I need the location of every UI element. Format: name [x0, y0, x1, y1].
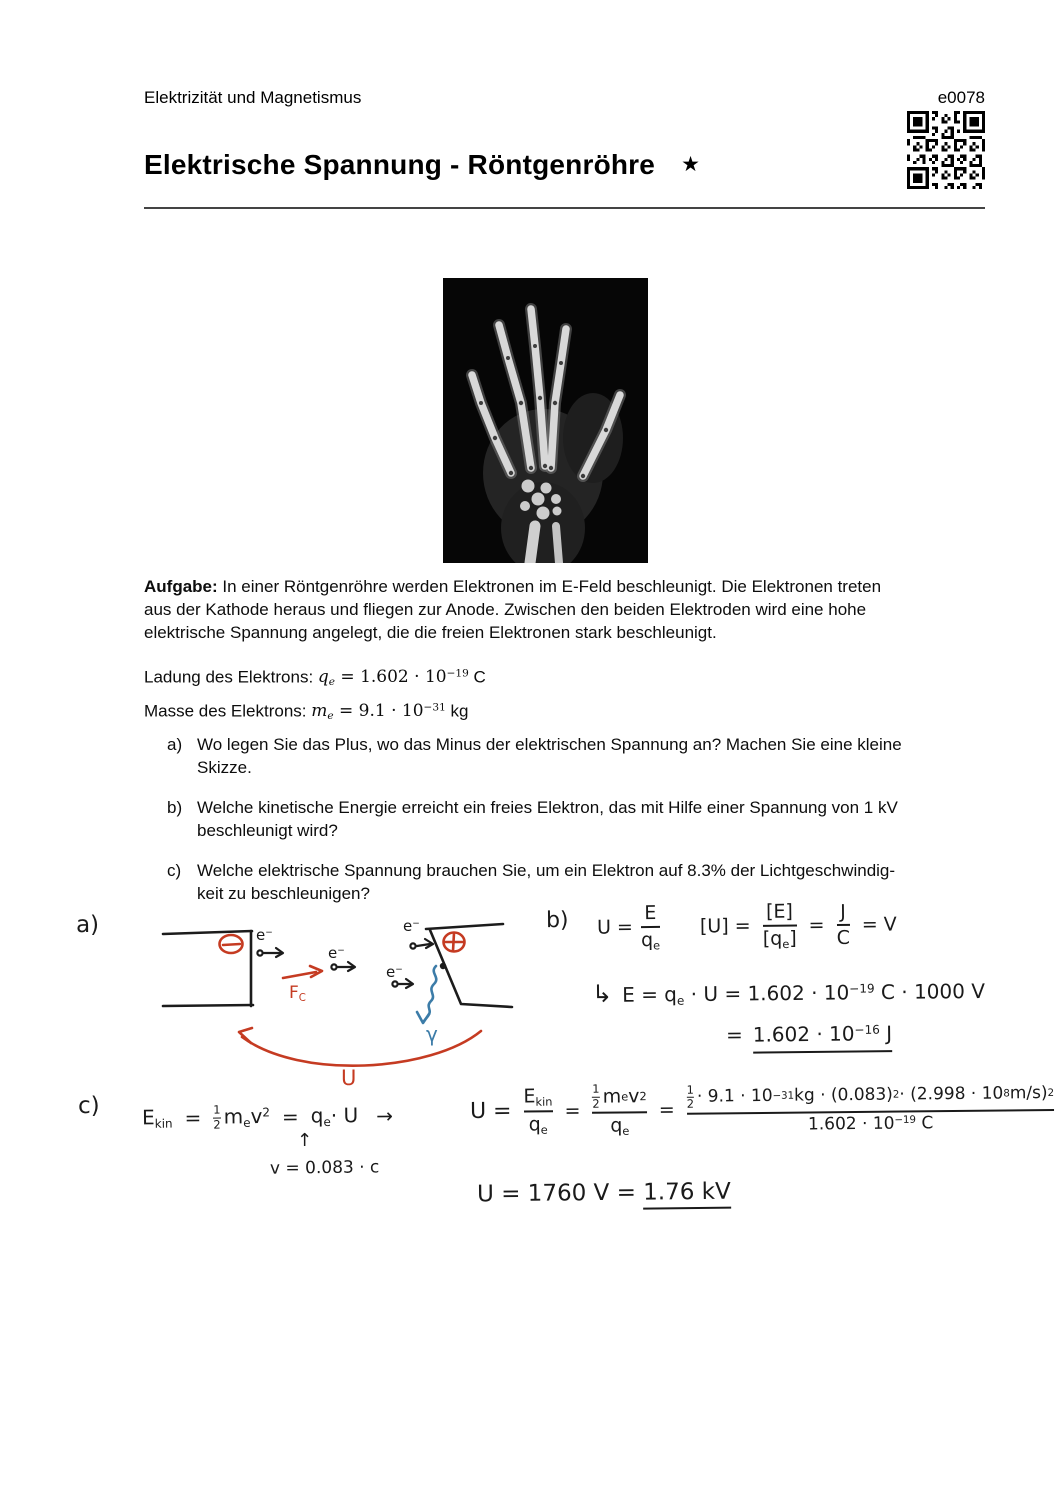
xray-hand-image: [443, 278, 648, 563]
small-fraction: 1 2: [592, 1081, 600, 1111]
solution-b-result: = $1.602 \cdot 10^{-16}$ J: [726, 1021, 892, 1047]
coulomb-force-arrow: [283, 966, 322, 978]
page-title-text: Elektrische Spannung - Röntgenröhre: [144, 149, 656, 180]
gamma-photon-label: γ: [426, 1022, 438, 1046]
solution-b-equation-2: ↳ $E = q_e \cdot U = 1.602 \cdot 10^{-19}$ C · 1000 V: [591, 978, 986, 1009]
xray-hand-drawing: [443, 278, 648, 563]
fraction: 1 2 m e v 2 $q_e$: [592, 1081, 647, 1138]
doc-code: e0078: [937, 88, 985, 107]
constant-charge: Ladung des Elektrons: $q_e = 1.602 \cdot 10^{-19}$ C: [144, 667, 486, 689]
qr-code: [907, 111, 985, 189]
electron-arrows-drawing: [257, 939, 433, 988]
constant-mass: Masse des Elektrons: $m_e = 9.1 \cdot 10^{-31}$ kg: [144, 701, 469, 723]
qr-code-icon: [907, 111, 985, 189]
small-fraction: 1 2: [686, 1082, 695, 1111]
coulomb-force-label: $F_C$: [289, 983, 306, 1005]
electron-label: e−: [256, 926, 273, 944]
solution-c-equation-1: $E_{kin}$ = 1 2 $m_ev^2$ = $q_e\cdot U$ →: [141, 1102, 394, 1132]
fraction: 1 2 · 9.1 · 10 −31 kg · (0.083) 2 · (2.998 · 10 8 m/s) 2 $1.602 \cdot 10^{-19}$ C: [686, 1082, 1055, 1135]
question-item-b: b) Welche kinetische Energie erreicht ein freies Elektron, das mit Hilfe einer Spannung von 1 kV beschleunigt wird?: [167, 798, 898, 840]
page-title: [144, 149, 700, 181]
cathode-drawing: [163, 931, 253, 1006]
electron-label: e−: [328, 944, 345, 962]
fraction: $\frac{[E]}{[q_e]}$: [762, 900, 797, 951]
question-list: [167, 733, 989, 922]
underlined-result: $1.602 \cdot 10^{-16}$ J: [753, 1021, 893, 1053]
anode-drawing: [426, 924, 512, 1007]
question-item-c: c) Welche elektrische Spannung brauchen Sie, um ein Elektron auf 8.3% der Lichtgeschwindig- keit zu beschleunigen?: [167, 861, 896, 903]
solution-c-equation-2: U = $\frac{E_{kin}}{q_e}$ = 1 2 m e v 2 $q_e$ = 1 2 · 9.1 · 10 −31 kg · (0.083) 2 · (2.998 · 10 8 m/s) 2 $1.602 \cdot 10^{-19}$ C: [469, 1081, 1055, 1138]
question-c-text: Welche elektrische Spannung brauchen Sie, um ein Elektron auf 8.3% der Lichtgeschwindig- keit zu beschleunigen?: [197, 861, 896, 903]
hook-arrow-icon: ↳: [591, 979, 613, 1009]
constants-block: [144, 661, 486, 729]
fraction: $\frac{E_{kin}}{q_e}$: [523, 1085, 553, 1137]
electron-label: e−: [386, 963, 403, 981]
plus-terminal-icon: [444, 933, 465, 952]
velocity-note: v = 0.083 · c: [269, 1157, 380, 1179]
solution-c-result: U = 1760 V = 1.76 kV: [477, 1179, 731, 1208]
fraction: $\frac{E}{q_e}$: [640, 901, 661, 953]
question-item-a: a) Wo legen Sie das Plus, wo das Minus der elektrischen Spannung an? Machen Sie eine kleine Skizze.: [167, 735, 902, 777]
photon-wavy-arrow: [417, 966, 436, 1023]
task-line-2: aus der Kathode heraus und fliegen zur Anode. Zwischen den beiden Elektroden wird eine hohe: [144, 600, 867, 619]
header-divider: [144, 207, 985, 209]
fraction: $\frac{J}{C}$: [836, 900, 851, 950]
task-label: Aufgabe:: [144, 577, 218, 596]
small-fraction: 1 2: [213, 1102, 221, 1132]
header-course: Elektrizität und Magnetismus: [144, 88, 362, 107]
underlined-result: 1.76 kV: [643, 1179, 731, 1210]
solution-a-label: a): [75, 911, 100, 939]
question-b-text: Welche kinetische Energie erreicht ein freies Elektron, das mit Hilfe einer Spannung von 1 kV beschleunigt wird?: [197, 798, 898, 840]
solution-c-label: c): [77, 1092, 100, 1120]
solution-b-label: b): [545, 907, 569, 934]
task-line-3: elektrische Spannung angelegt, die die freien Elektronen stark beschleunigt.: [144, 623, 717, 642]
electron-label: e−: [403, 917, 420, 935]
solution-b-equation-1: U = $\frac{E}{q_e}$ [U] = $\frac{[E]}{[q_e]}$ = $\frac{J}{C}$ = V: [596, 900, 897, 953]
voltage-arc-arrow: [239, 1028, 481, 1066]
question-a-text: Wo legen Sie das Plus, wo das Minus der elektrischen Spannung an? Machen Sie eine kleine Skizze.: [197, 735, 902, 777]
task-line-1: Aufgabe: In einer Röntgenröhre werden Elektronen im E-Feld beschleunigt. Die Elektronen treten: [144, 577, 882, 596]
minus-terminal-icon: [220, 935, 243, 953]
task-paragraph: [144, 575, 989, 644]
voltage-label: U: [341, 1066, 357, 1090]
difficulty-star-icon: ★: [681, 153, 701, 176]
substitution-up-arrow: ↑: [297, 1130, 313, 1151]
